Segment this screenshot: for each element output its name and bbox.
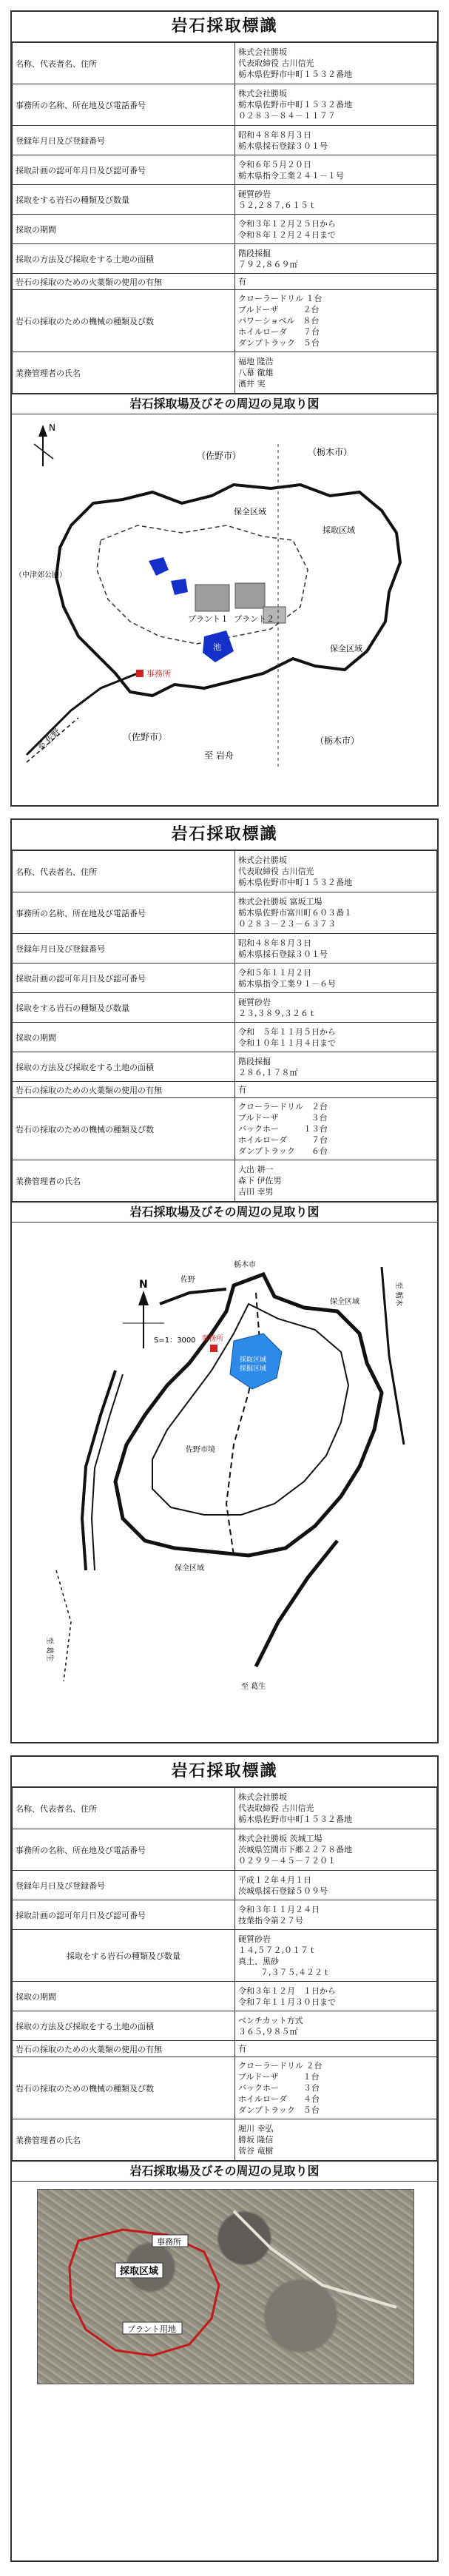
- value-line: ０２９９－４５－７２０１: [238, 1856, 336, 1866]
- row-label: 業務管理者の氏名: [13, 1160, 235, 1202]
- value-line: 令和３年１２月２５日から: [238, 218, 336, 229]
- table-row: [13, 244, 437, 274]
- road: [160, 1289, 226, 1304]
- value-line: 階段採掘: [238, 248, 271, 258]
- row-label: 登録年月日及び登録番号: [13, 934, 235, 964]
- row-label: 岩石の採取のための火薬類の使用の有無: [13, 2041, 235, 2057]
- value-line: ７,３７５,４２２ｔ: [260, 1967, 331, 1977]
- value-line: 令和６年５月２０日: [238, 159, 311, 169]
- map-label: 採取区域: [120, 2266, 159, 2277]
- row-label: 岩石の採取のための機械の種類及び数: [13, 1098, 235, 1160]
- aerial-map: [12, 2182, 437, 2396]
- row-label: 事務所の名称、所在地及び電話番号: [13, 892, 235, 934]
- row-value: [235, 993, 437, 1023]
- map-label: プラント用地: [127, 2324, 176, 2334]
- map-label: （佐野市）: [123, 732, 168, 742]
- row-value: [235, 892, 437, 934]
- value-line: 茨城県採石登録５０９号: [238, 1886, 328, 1896]
- map-label: 至 栃木: [394, 1282, 402, 1307]
- row-value: [235, 274, 437, 290]
- row-label: 採取の期間: [13, 1023, 235, 1052]
- row-value: [235, 185, 437, 215]
- value-line: ブルドーザ １台: [238, 2072, 320, 2082]
- value-line: 昭和４８年８月３日: [238, 938, 311, 948]
- site-map-drawing: [12, 414, 437, 770]
- value-line: 技業指令第２７号: [238, 1915, 303, 1926]
- row-label: 登録年月日及び登録番号: [13, 126, 235, 155]
- row-value: [235, 1829, 437, 1871]
- value-line: 栃木県佐野市中町１５３２番地: [238, 100, 352, 110]
- row-value: [235, 1982, 437, 2011]
- dashed-boundary: [226, 1293, 260, 1556]
- value-line: 八幕 徹雄: [238, 368, 274, 377]
- value-line: ２３,３８９,３２６ｔ: [238, 1008, 317, 1018]
- value-line: 令和３年１２月 １日から: [238, 1985, 336, 1996]
- north-label: N: [49, 423, 55, 433]
- table-row: [13, 274, 437, 290]
- value-line: 栃木県佐野市中町１５３２番地: [238, 1815, 352, 1824]
- value-line: 栃木県採石登録３０１号: [238, 141, 328, 151]
- quarry-sign-2: [10, 818, 439, 1743]
- value-line: ホイルローダ ７台: [238, 327, 320, 337]
- row-value: [235, 934, 437, 964]
- value-line: パワーショベル ８台: [238, 316, 320, 326]
- table-row: [13, 1023, 437, 1052]
- map-label: 池: [213, 642, 221, 652]
- map-label: 佐野市境: [186, 1446, 215, 1454]
- river: [56, 1570, 71, 1681]
- table-row: [13, 1788, 437, 1829]
- row-value: [235, 244, 437, 274]
- value-line: ５２,２８７,６１５ｔ: [238, 200, 317, 210]
- row-value: [235, 2011, 437, 2041]
- table-row: [13, 1871, 437, 1900]
- value-line: 堀川 幸弘: [238, 2124, 274, 2133]
- table-row: [13, 964, 437, 993]
- map-label: （栃木市）: [315, 736, 360, 746]
- table-row: [13, 290, 437, 352]
- row-label: 採取の期間: [13, 1982, 235, 2011]
- row-label: 岩石の採取のための火薬類の使用の有無: [13, 274, 235, 290]
- inner-boundary: [152, 1304, 348, 1515]
- row-value: [235, 215, 437, 244]
- value-line: バックホー ３台: [238, 2083, 320, 2093]
- table-row: [13, 215, 437, 244]
- road: [234, 2211, 396, 2307]
- row-label: 事務所の名称、所在地及び電話番号: [13, 1829, 235, 1871]
- plant-1-block: [195, 585, 229, 611]
- value-line: 栃木県指令工業２４１－１号: [238, 170, 344, 181]
- row-value: [235, 1871, 437, 1900]
- north-label: N: [139, 1279, 148, 1291]
- map-label: 事務所: [157, 2237, 181, 2247]
- value-line: 階段採掘: [238, 1056, 271, 1066]
- table-row: [13, 2011, 437, 2041]
- site-map: [12, 414, 437, 770]
- map-label: 保全区域: [330, 644, 362, 653]
- row-label: 名称、代表者名、住所: [13, 1788, 235, 1829]
- table-row: [13, 2119, 437, 2161]
- row-label: 採取の方法及び採取をする土地の面積: [13, 2011, 235, 2041]
- value-line: 吉田 幸男: [238, 1187, 274, 1197]
- row-value: [235, 1900, 437, 1930]
- pond-1: [149, 557, 169, 576]
- row-value: [235, 43, 437, 84]
- table-row: [13, 155, 437, 185]
- road: [82, 1371, 115, 1570]
- value-line: 栃木県佐野市中町１５３２番地: [238, 878, 352, 887]
- value-line: 株式会社勝坂: [238, 1792, 287, 1802]
- value-line: ダンプトラック ５台: [238, 2105, 320, 2115]
- row-label: 名称、代表者名、住所: [13, 851, 235, 892]
- value-line: 株式会社勝坂 富坂工場: [238, 897, 323, 907]
- value-line: 令和 ５年１１月５日から: [238, 1026, 336, 1037]
- map-label: 至 葛生: [241, 1683, 266, 1691]
- row-value: [235, 1160, 437, 1202]
- row-label: 岩石の採取のための機械の種類及び数: [13, 2057, 235, 2119]
- row-label: 採取計画の認可年月日及び認可番号: [13, 964, 235, 993]
- row-value: [235, 1098, 437, 1160]
- row-value: [235, 1788, 437, 1829]
- row-value: [235, 352, 437, 394]
- table-row: [13, 2057, 437, 2119]
- value-line: 栃木県佐野市富川町６０３番１: [238, 908, 352, 918]
- table-row: [13, 1982, 437, 2011]
- value-line: 代表取締役 古川信光: [238, 867, 314, 876]
- table-row: [13, 1900, 437, 1930]
- table-row: [13, 1098, 437, 1160]
- row-label: 採取の期間: [13, 215, 235, 244]
- row-value: [235, 155, 437, 185]
- value-line: 栃木県採石登録３０１号: [238, 949, 328, 959]
- value-line: 真土、黒砂: [238, 1956, 279, 1966]
- row-value: [235, 2041, 437, 2057]
- value-line: 硬質砂岩: [238, 189, 271, 199]
- row-value: [235, 84, 437, 126]
- value-line: ブルドーザ ３台: [238, 1113, 328, 1123]
- map-label: 保全区域: [234, 507, 266, 517]
- map-label: 採掘区域: [240, 1365, 267, 1373]
- row-label: 名称、代表者名、住所: [13, 43, 235, 84]
- table-row: [13, 851, 437, 892]
- value-line: ホイルローダ ７台: [238, 1135, 328, 1145]
- value-line: ブルドーザ ２台: [238, 305, 320, 315]
- map-caption: 岩石採取場及びその周辺の見取り図: [12, 1202, 437, 1223]
- value-line: ０２８３－２３－６３７３: [238, 919, 336, 929]
- value-line: ベンチカット方式: [238, 2015, 303, 2025]
- value-line: ７９２,８６９㎡: [238, 259, 298, 269]
- map-label: 保全区域: [330, 1298, 359, 1306]
- value-line: 森下 伊佐男: [238, 1176, 282, 1186]
- map-label: 佐野: [180, 1276, 195, 1284]
- value-line: 株式会社勝坂: [238, 89, 287, 98]
- row-label: 採取をする岩石の種類及び数量: [13, 1930, 235, 1982]
- row-label: 採取をする岩石の種類及び数量: [13, 185, 235, 215]
- row-label: 採取の方法及び採取をする土地の面積: [13, 244, 235, 274]
- value-line: クローラードリル ２台: [238, 2061, 323, 2071]
- office-marker: [210, 1345, 217, 1352]
- aerial-overlay: [12, 2182, 437, 2396]
- value-line: 株式会社勝坂: [238, 47, 287, 57]
- value-line: 代表取締役 古川信光: [238, 1803, 314, 1813]
- map-label: （栃木市）: [308, 447, 353, 457]
- quarry-sign-3: [10, 1755, 439, 2562]
- sign-info-table: [12, 850, 437, 1202]
- value-line: 令和１０年１１月４日まで: [238, 1038, 336, 1048]
- table-row: [13, 1052, 437, 1082]
- map-label: 至 岩舟: [204, 750, 234, 761]
- row-label: 岩石の採取のための機械の種類及び数: [13, 290, 235, 352]
- map-label: 事務所: [201, 1335, 223, 1343]
- sign-title: 岩石採取標識: [12, 1757, 437, 1787]
- value-line: ホイルローダ ４台: [238, 2094, 320, 2104]
- table-row: [13, 1930, 437, 1982]
- value-line: ダンプトラック ５台: [238, 338, 320, 348]
- row-value: [235, 126, 437, 155]
- road: [256, 1541, 337, 1667]
- office-marker: [136, 670, 144, 677]
- sign-title: 岩石採取標識: [12, 820, 437, 850]
- map-label: プラント２: [234, 614, 274, 624]
- value-line: 昭和４８年８月３日: [238, 130, 311, 140]
- value-line: 勝坂 隆信: [238, 2135, 274, 2145]
- map-label: （中津郊公園）: [15, 571, 67, 579]
- table-row: [13, 352, 437, 394]
- row-value: [235, 2119, 437, 2161]
- value-line: 代表取締役 古川信光: [238, 58, 314, 68]
- table-row: [13, 185, 437, 215]
- row-label: 登録年月日及び登録番号: [13, 1871, 235, 1900]
- value-line: 有: [238, 1085, 246, 1094]
- site-map-drawing: [12, 1223, 437, 1706]
- value-line: 濱井 実: [238, 379, 266, 389]
- row-value: [235, 1023, 437, 1052]
- table-row: [13, 1829, 437, 1871]
- row-value: [235, 851, 437, 892]
- map-label: 至 葛生: [45, 1637, 53, 1662]
- table-row: [13, 934, 437, 964]
- sign-info-table: [12, 42, 437, 394]
- row-label: 業務管理者の氏名: [13, 352, 235, 394]
- row-value: [235, 1052, 437, 1082]
- value-line: 菅谷 竜樹: [238, 2146, 274, 2156]
- row-value: [235, 1082, 437, 1098]
- row-label: 採取をする岩石の種類及び数量: [13, 993, 235, 1023]
- value-line: ダンプトラック ６台: [238, 1146, 328, 1156]
- row-value: [235, 2057, 437, 2119]
- value-line: クローラードリル ２台: [238, 1102, 328, 1112]
- value-line: ０２８３－８４－１１７７: [238, 111, 336, 121]
- value-line: 令和５年１１月２日: [238, 967, 311, 978]
- map-label: （佐野市）: [197, 451, 242, 461]
- value-line: 硬質砂岩: [238, 997, 271, 1007]
- value-line: 栃木県佐野市中町１５３２番地: [238, 70, 352, 79]
- row-label: 事務所の名称、所在地及び電話番号: [13, 84, 235, 126]
- map-label: 採取区域: [323, 525, 355, 535]
- quarry-area-outline: [70, 2230, 219, 2355]
- value-line: 株式会社勝坂 茨城工場: [238, 1834, 323, 1843]
- map-caption: 岩石採取場及びその周辺の見取り図: [12, 2161, 437, 2182]
- map-label: プラント１: [188, 614, 229, 624]
- plant-2-block: [235, 583, 265, 608]
- table-row: [13, 1160, 437, 1202]
- value-line: ３６５,９８５㎡: [238, 2026, 298, 2037]
- value-line: 硬質砂岩: [238, 1934, 271, 1944]
- map-label: 事務所: [146, 669, 171, 679]
- table-row: [13, 2041, 437, 2057]
- row-value: [235, 290, 437, 352]
- pond-2: [171, 579, 188, 595]
- map-label: 保全区域: [175, 1564, 204, 1573]
- quarry-sign-1: [10, 10, 439, 807]
- value-line: 有: [238, 277, 246, 286]
- value-line: 栃木県指令工業９１－６号: [238, 978, 336, 989]
- value-line: ２８６,１７８㎡: [238, 1067, 298, 1077]
- value-line: 株式会社勝坂: [238, 855, 287, 865]
- table-row: [13, 1082, 437, 1098]
- site-map: [12, 1223, 437, 1706]
- value-line: 令和７年１１月３０日まで: [238, 1997, 336, 2007]
- map-label: 採取区域: [240, 1356, 267, 1364]
- row-value: [235, 964, 437, 993]
- row-label: 採取計画の認可年月日及び認可番号: [13, 155, 235, 185]
- row-label: 岩石の採取のための火薬類の使用の有無: [13, 1082, 235, 1098]
- sign-title: 岩石採取標識: [12, 12, 437, 42]
- table-row: [13, 126, 437, 155]
- table-row: [13, 84, 437, 126]
- row-value: [235, 1930, 437, 1982]
- scale-label: S=1：3000: [154, 1336, 196, 1345]
- value-line: 有: [238, 2044, 246, 2054]
- value-line: 令和３年１１月２４日: [238, 1904, 320, 1914]
- table-row: [13, 892, 437, 934]
- value-line: 平成１２年４月１日: [238, 1874, 311, 1885]
- value-line: １４,５７２,０１７ｔ: [238, 1945, 317, 1955]
- row-label: 採取計画の認可年月日及び認可番号: [13, 1900, 235, 1930]
- value-line: 令和８年１２月２４日まで: [238, 229, 336, 240]
- table-row: [13, 43, 437, 84]
- sign-info-table: [12, 1787, 437, 2161]
- value-line: 福地 隆浩: [238, 357, 274, 366]
- value-line: 大出 耕一: [238, 1165, 274, 1174]
- row-label: 業務管理者の氏名: [13, 2119, 235, 2161]
- map-label: 至 佐野: [36, 727, 62, 753]
- row-label: 採取の方法及び採取をする土地の面積: [13, 1052, 235, 1082]
- map-caption: 岩石採取場及びその周辺の見取り図: [12, 394, 437, 414]
- value-line: バックホー １３台: [238, 1124, 328, 1134]
- value-line: クローラードリル １台: [238, 294, 323, 303]
- table-row: [13, 993, 437, 1023]
- value-line: 茨城県笠間市下郷２２７８番地: [238, 1845, 352, 1854]
- map-label: 栃木市: [234, 1261, 256, 1269]
